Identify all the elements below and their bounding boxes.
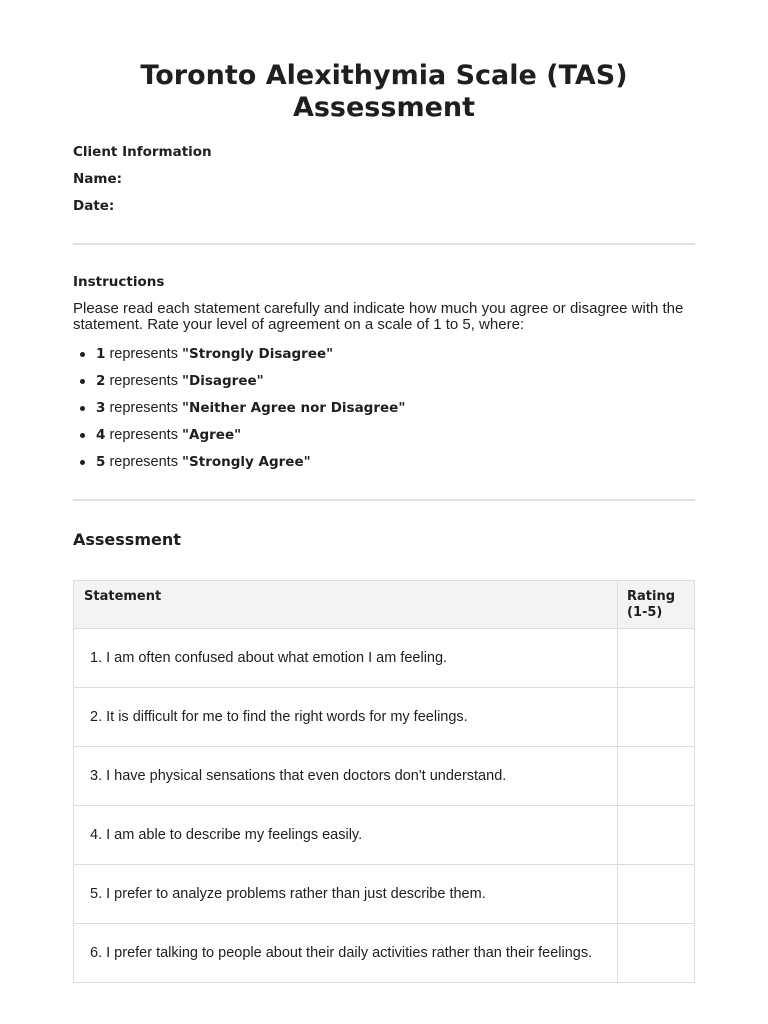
rating-cell[interactable] xyxy=(618,865,694,923)
scale-number: 3 xyxy=(96,400,106,416)
statement-cell: 2. It is difficult for me to find the right words for my feelings. xyxy=(74,688,618,746)
scale-item xyxy=(73,372,405,399)
table-header xyxy=(74,581,694,629)
title-line-2: Assessment xyxy=(292,92,476,123)
rating-cell[interactable] xyxy=(618,924,694,982)
column-header-statement: Statement xyxy=(74,581,618,628)
scale-item xyxy=(73,453,405,480)
title-line-1: Toronto Alexithymia Scale (TAS) xyxy=(140,60,628,91)
rating-cell[interactable] xyxy=(618,629,694,687)
date-label: Date: xyxy=(73,198,115,214)
statement-cell: 1. I am often confused about what emotion I am feeling. xyxy=(74,629,618,687)
scale-item xyxy=(73,345,405,372)
table-row xyxy=(74,865,694,924)
bullet-icon xyxy=(80,352,85,357)
scale-number: 4 xyxy=(96,427,106,443)
divider-middle xyxy=(73,499,695,501)
table-row xyxy=(74,747,694,806)
scale-word: represents xyxy=(109,454,178,470)
rating-cell[interactable] xyxy=(618,806,694,864)
assessment-table xyxy=(73,580,695,983)
column-header-rating: Rating (1-5) xyxy=(627,589,676,620)
statement-cell: 6. I prefer talking to people about their daily activities rather than their feelings. xyxy=(74,924,618,982)
scale-meaning: "Agree" xyxy=(181,427,242,443)
statement-cell: 4. I am able to describe my feelings easily. xyxy=(74,806,618,864)
name-label: Name: xyxy=(73,171,123,187)
scale-number: 5 xyxy=(96,454,106,470)
table-row xyxy=(74,629,694,688)
rating-scale-list xyxy=(73,345,405,480)
divider-top xyxy=(73,243,695,245)
table-row xyxy=(74,924,694,982)
client-info-heading: Client Information xyxy=(73,144,212,160)
scale-word: represents xyxy=(109,400,178,416)
bullet-icon xyxy=(80,460,85,465)
table-row xyxy=(74,688,694,747)
bullet-icon xyxy=(80,379,85,384)
instructions-text: Please read each statement carefully and indicate how much you agree or disagree with the statement. Rate your level of agreement on a scale of 1 to 5, where: xyxy=(73,300,684,333)
scale-word: represents xyxy=(109,346,178,362)
assessment-heading: Assessment xyxy=(73,530,181,549)
scale-meaning: "Neither Agree nor Disagree" xyxy=(181,400,406,416)
statement-cell: 5. I prefer to analyze problems rather than just describe them. xyxy=(74,865,618,923)
scale-meaning: "Strongly Disagree" xyxy=(181,346,334,362)
scale-word: represents xyxy=(109,427,178,443)
scale-number: 2 xyxy=(96,373,106,389)
bullet-icon xyxy=(80,406,85,411)
statement-cell: 3. I have physical sensations that even doctors don't understand. xyxy=(74,747,618,805)
instructions-heading: Instructions xyxy=(73,274,165,290)
scale-item xyxy=(73,426,405,453)
scale-item xyxy=(73,399,405,426)
table-row xyxy=(74,806,694,865)
scale-number: 1 xyxy=(96,346,106,362)
scale-meaning: "Strongly Agree" xyxy=(181,454,311,470)
rating-cell[interactable] xyxy=(618,688,694,746)
bullet-icon xyxy=(80,433,85,438)
page-title xyxy=(73,60,695,124)
scale-meaning: "Disagree" xyxy=(181,373,264,389)
scale-word: represents xyxy=(109,373,178,389)
rating-cell[interactable] xyxy=(618,747,694,805)
